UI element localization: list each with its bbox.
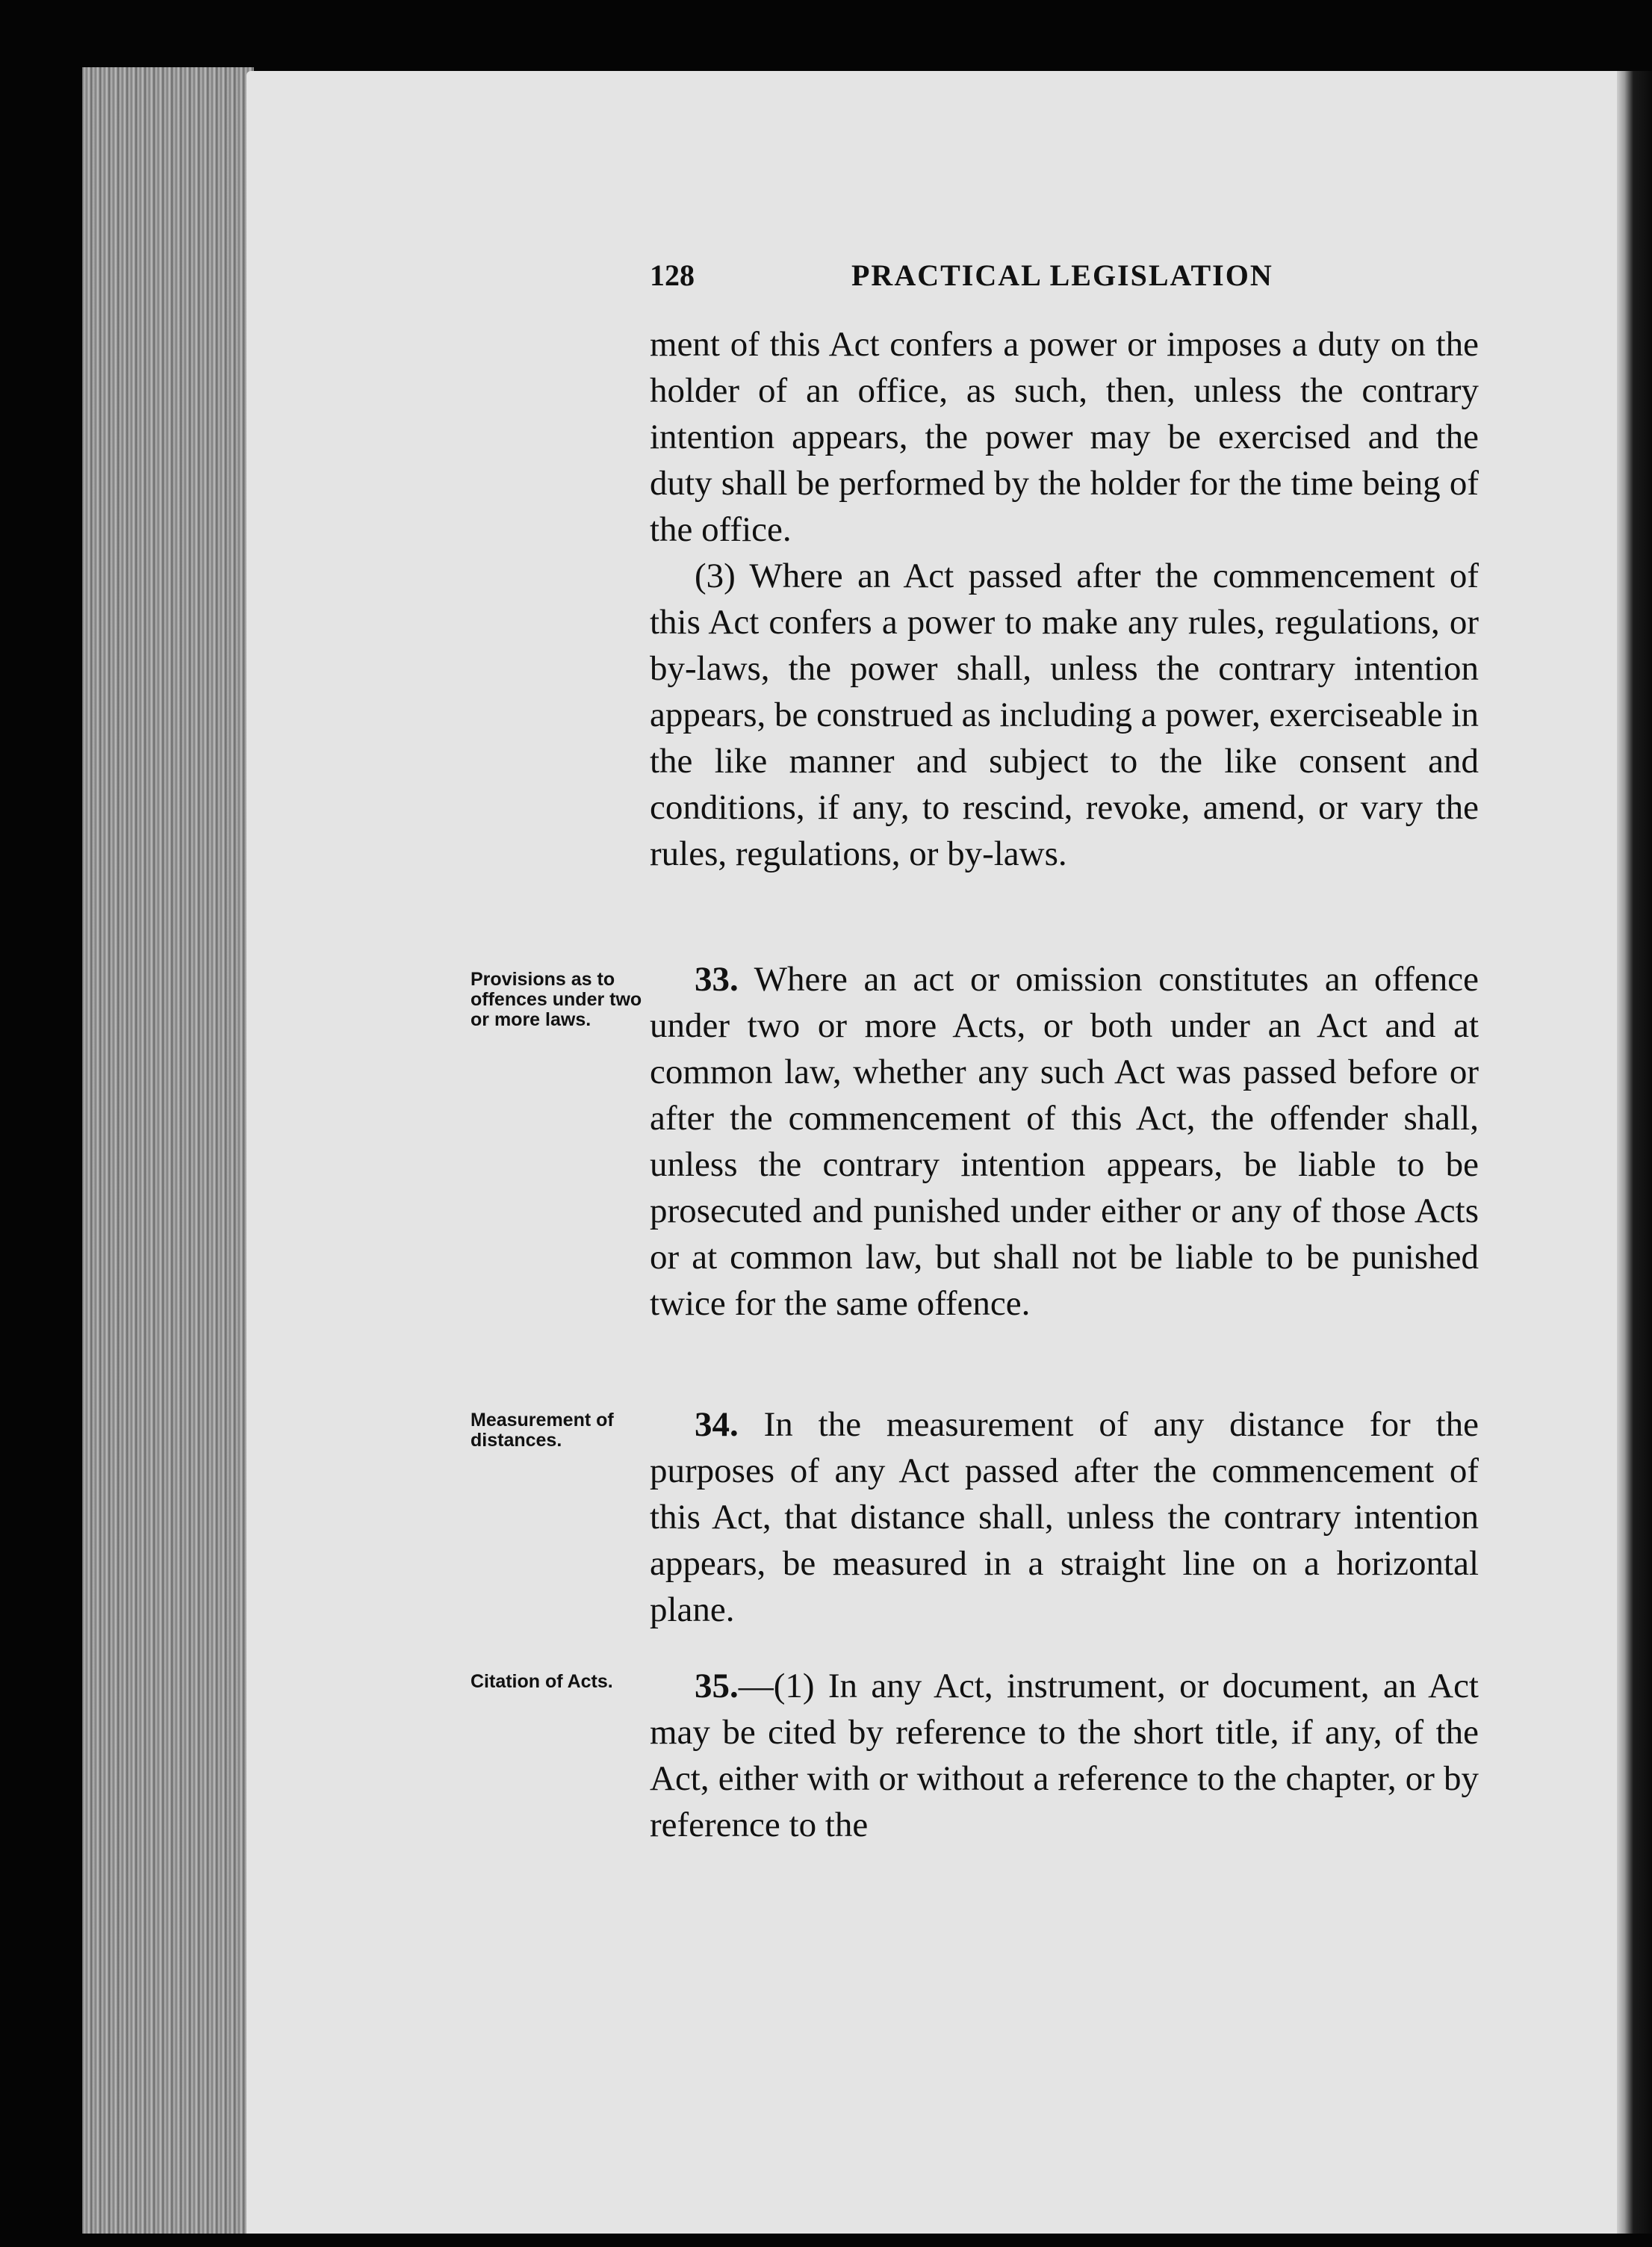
- section-33-number: 33.: [695, 960, 739, 999]
- section-34-paragraph: [650, 1401, 1479, 1633]
- section-33-text: Where an act or omission constitutes an offence under two or more Acts, or both under an Act and at common law, whether any such Act was passed before or after the commencement of this Act, the offender shall, unless the contrary intention appears, be liable to be prosecuted and punished under either or any of those Acts or at common law, but shall not be liable to be punished twice for the same offence.: [650, 960, 1479, 1323]
- subsection-3-text: (3) Where an Act passed after the commencement of this Act confers a power to make any rules, regulations, or by-laws, the power shall, unless the contrary intention appears, be construed as including a power, exerciseable in the like manner and subject to the like consent and conditions, if any, to rescind, revoke, amend, or vary the rules, regulations, or by-laws.: [650, 557, 1479, 873]
- page-header-title: PRACTICAL LEGISLATION: [851, 258, 1273, 292]
- page-number: 128: [650, 258, 695, 292]
- section-35-text: —(1) In any Act, instrument, or document, an Act may be cited by reference to the short title, if any, of the Act, either with or without a reference to the chapter, or by reference to the: [650, 1667, 1479, 1844]
- section-34-text: In the measurement of any distance for the purposes of any Act passed after the commencement of this Act, that distance shall, unless the contrary intention appears, be measured in a straight line on a horizontal plane.: [650, 1405, 1479, 1629]
- book-page-edges: [82, 67, 254, 2234]
- continuation-text: ment of this Act confers a power or imposes a duty on the holder of an office, as such, then, unless the contrary intention appears, the power may be exercised and the duty shall be performed by the holder for the time being of the office.: [650, 325, 1479, 549]
- sidenote-section-34: Measurement of distances.: [471, 1410, 614, 1451]
- sidenote-section-33: Provisions as to offences under two or more laws.: [471, 969, 642, 1030]
- subsection-3-paragraph: [650, 553, 1479, 877]
- running-head: [650, 258, 1479, 303]
- book-right-edge: [1617, 71, 1652, 2234]
- sidenote-section-35: Citation of Acts.: [471, 1671, 613, 1692]
- section-33-paragraph: [650, 956, 1479, 1327]
- section-34-number: 34.: [695, 1405, 739, 1444]
- section-35-paragraph: [650, 1663, 1479, 1848]
- section-35-number: 35.: [695, 1667, 739, 1705]
- continuation-paragraph: [650, 321, 1479, 553]
